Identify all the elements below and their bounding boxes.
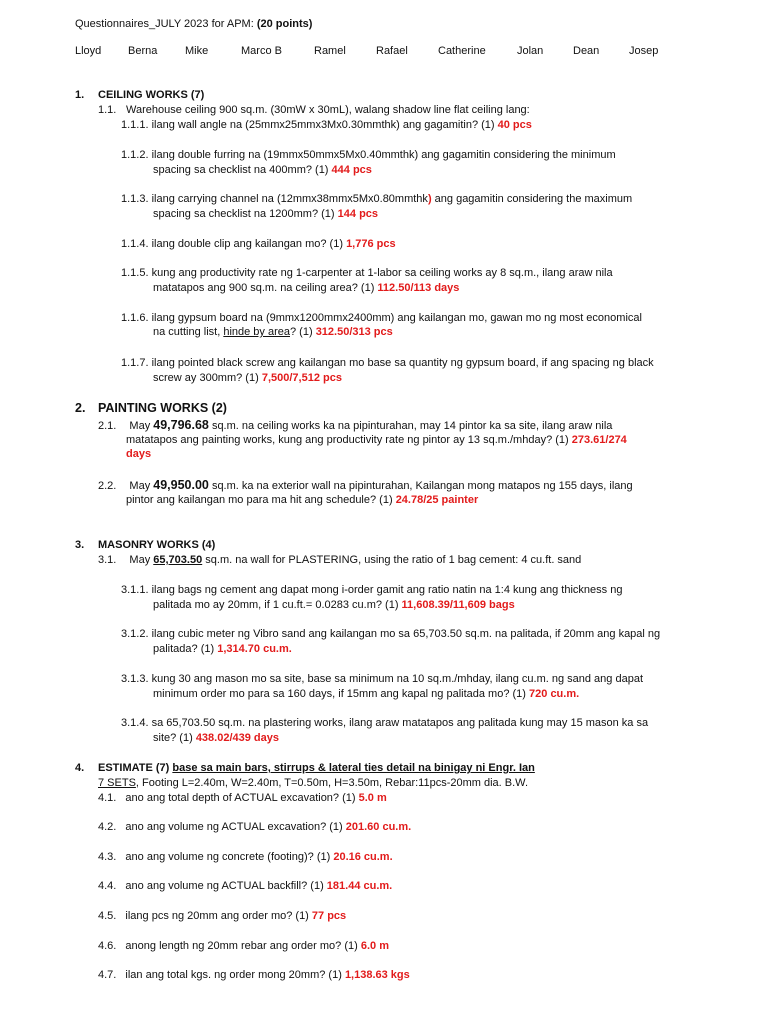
q-text: ano ang total depth of ACTUAL excavation? (1) — [125, 792, 356, 804]
question-1-1-6-cont — [153, 325, 393, 339]
q-text: palitada? (1) — [153, 643, 215, 655]
question-3-1-2 — [121, 627, 660, 641]
name-rafael: Rafael — [376, 45, 408, 57]
q-text: palitada mo ay 20mm, if 1 cu.ft.= 0.0283 cu.m? (1) — [153, 599, 399, 611]
question-1-1-3-cont — [153, 207, 378, 221]
q-text: spacing sa checklist na 1200mm? (1) — [153, 208, 335, 220]
answer: 181.44 cu.m. — [326, 880, 393, 892]
answer: 1,776 pcs — [346, 238, 396, 250]
section-title-text: ESTIMATE (7) — [98, 762, 170, 774]
question-1-1-6 — [121, 311, 642, 325]
answer: 720 cu.m. — [529, 688, 580, 700]
q-number: 2.1. — [98, 420, 117, 432]
q-text: spacing sa checklist na 400mm? (1) — [153, 164, 329, 176]
question-3-1-3 — [121, 672, 643, 686]
q-number: 3.1.3. — [121, 673, 149, 685]
q-value: 49,796.68 — [153, 418, 209, 432]
question-1-1-2-cont — [153, 163, 372, 177]
sets-count: 7 SETS — [98, 777, 136, 789]
section-3-intro — [98, 553, 581, 567]
q-number: 3.1. — [98, 554, 117, 566]
question-1-1-7-cont — [153, 371, 342, 385]
q-text: sa 65,703.50 sq.m. na plastering works, ilang araw matatapos ang palitada kung may 15 mason ka sa — [151, 717, 649, 729]
q-number: 4.5. — [98, 910, 117, 922]
question-1-1-4 — [121, 237, 396, 251]
answer: 1,314.70 cu.m. — [217, 643, 292, 655]
name-catherine: Catherine — [438, 45, 486, 57]
question-1-1-2 — [121, 148, 616, 162]
q-number: 2.2. — [98, 480, 117, 492]
q-number: 4.2. — [98, 821, 117, 833]
q-text: site? (1) — [153, 732, 193, 744]
q-text-underlined: hinde by area — [223, 326, 290, 338]
q-text: ilang gypsum board na (9mmx1200mmx2400mm) ang kailangan mo, gawan mo ng most economical — [151, 312, 642, 324]
q-number: 4.6. — [98, 940, 117, 952]
question-4-3 — [98, 850, 393, 864]
answer: 20.16 cu.m. — [333, 851, 393, 863]
answer: 6.0 m — [360, 940, 389, 952]
q-text: ilang double clip ang kailangan mo? (1) — [151, 238, 343, 250]
section-4-number: 4. — [75, 762, 85, 774]
q-number: 1.1.4. — [121, 238, 149, 250]
q-number: 3.1.1. — [121, 584, 149, 596]
q-text: ano ang volume ng ACTUAL backfill? (1) — [125, 880, 324, 892]
answer: 444 pcs — [331, 164, 372, 176]
q-text: ilang wall angle na (25mmx25mmx3Mx0.30mmthk) ang gagamitin? (1) — [151, 119, 495, 131]
question-1-1-5-cont — [153, 281, 459, 295]
q-number: 4.3. — [98, 851, 117, 863]
q-text: pintor ang kailangan mo para ma hit ang schedule? (1) — [126, 494, 393, 506]
question-1-1-5 — [121, 266, 613, 280]
q-number: 4.7. — [98, 969, 117, 981]
question-3-1-3-cont — [153, 687, 579, 701]
title-points: (20 points) — [256, 18, 313, 30]
q-text: May — [129, 420, 151, 432]
title-text: Questionnaires_JULY 2023 for APM: — [75, 18, 254, 30]
question-3-1-4 — [121, 716, 648, 730]
q-text: ilan ang total kgs. ng order mong 20mm? (1) — [125, 969, 342, 981]
name-dean: Dean — [573, 45, 600, 57]
q-number: 1.1.6. — [121, 312, 149, 324]
q-text: ? (1) — [290, 326, 313, 338]
q-number: 1.1.3. — [121, 193, 149, 205]
q-number: 3.1.2. — [121, 628, 149, 640]
q-value: 65,703.50 — [153, 554, 203, 566]
question-3-1-2-cont — [153, 642, 292, 656]
q-text: screw ay 300mm? (1) — [153, 372, 259, 384]
section-4-title — [98, 761, 535, 775]
q-text: ang gagamitin considering the maximum — [431, 193, 633, 205]
q-text: ilang bags ng cement ang dapat mong i-order gamit ang ratio natin na 1:4 kung ang thickness ng — [151, 584, 623, 596]
q-text: kung 30 ang mason mo sa site, base sa minimum na 10 sq.m./mhday, ilang cu.m. ng sand ang dapat — [151, 673, 643, 685]
q-text: May — [129, 554, 151, 566]
section-4-spec — [98, 776, 528, 790]
q-text: ano ang volume ng concrete (footing)? (1) — [125, 851, 331, 863]
q-text: ano ang volume ng ACTUAL excavation? (1) — [125, 821, 343, 833]
answer: 312.50/313 pcs — [315, 326, 393, 338]
q-text: ilang cubic meter ng Vibro sand ang kailangan mo sa 65,703.50 sq.m. na palitada, if 20mm ang kapal ng — [151, 628, 661, 640]
answer: 77 pcs — [311, 910, 347, 922]
q-value: 49,950.00 — [153, 478, 209, 492]
answer: 438.02/439 days — [195, 732, 279, 744]
q-number: 1.1.1. — [121, 119, 149, 131]
q-number: 1.1.2. — [121, 149, 149, 161]
question-3-1-1 — [121, 583, 622, 597]
spec-text: , Footing L=2.40m, W=2.40m, T=0.50m, H=3.50m, Rebar:11pcs-20mm dia. B.W. — [135, 777, 529, 789]
question-2-2-cont — [126, 493, 478, 507]
question-1-1-1 — [121, 118, 532, 132]
question-4-4 — [98, 879, 392, 893]
question-1-1-3 — [121, 192, 632, 206]
q-number: 3.1.4. — [121, 717, 149, 729]
section-title-underlined: base sa main bars, stirrups & lateral ties detail na binigay ni Engr. Ian — [172, 762, 535, 774]
section-3-number: 3. — [75, 539, 85, 551]
q-text: ilang double furring na (19mmx50mmx5Mx0.40mmthk) ang gagamitin considering the minimum — [151, 149, 616, 161]
q-text: sq.m. ka na exterior wall na pipinturahan, Kailangan mong matapos ng 155 days, ilang — [211, 480, 633, 492]
section-2-title: PAINTING WORKS (2) — [98, 401, 227, 415]
q-text: minimum order mo para sa 160 days, if 15mm ang kapal ng palitada mo? (1) — [153, 688, 526, 700]
section-1-title: CEILING WORKS (7) — [98, 89, 205, 101]
question-4-5 — [98, 909, 346, 923]
answer: 5.0 m — [358, 792, 387, 804]
red-paren: ) — [427, 193, 432, 205]
answer: 112.50/113 days — [377, 282, 460, 294]
question-2-1-cont — [126, 433, 627, 447]
question-4-2 — [98, 820, 411, 834]
q-text: matatapos ang 900 sq.m. na ceiling area? (1) — [153, 282, 375, 294]
answer: 40 pcs — [497, 119, 532, 131]
name-jolan: Jolan — [517, 45, 544, 57]
section-1-intro-number: 1.1. — [98, 104, 117, 116]
name-ramel: Ramel — [314, 45, 346, 57]
answer: 144 pcs — [337, 208, 379, 220]
q-text: matatapos ang painting works, kung ang productivity rate ng pintor ay 13 sq.m./mhday? (1) — [126, 434, 569, 446]
q-number: 1.1.7. — [121, 357, 149, 369]
q-number: 4.4. — [98, 880, 117, 892]
answer: 1,138.63 kgs — [344, 969, 410, 981]
q-text: sq.m. na ceiling works ka na pipinturahan, may 14 pintor ka sa site, ilang araw nila — [211, 420, 613, 432]
q-text: May — [129, 480, 151, 492]
answer: 7,500/7,512 pcs — [261, 372, 342, 384]
question-3-1-1-cont — [153, 598, 515, 612]
question-2-2 — [98, 478, 633, 493]
q-text: kung ang productivity rate ng 1-carpenter at 1-labor sa ceiling works ay 8 sq.m., ilang araw nila — [151, 267, 613, 279]
section-1-number: 1. — [75, 89, 85, 101]
question-4-7 — [98, 968, 410, 982]
q-text: sq.m. na wall for PLASTERING, using the ratio of 1 bag cement: 4 cu.ft. sand — [205, 554, 582, 566]
document-title — [75, 17, 312, 31]
answer: 273.61/274 — [571, 434, 627, 446]
name-marco-b: Marco B — [241, 45, 282, 57]
name-mike: Mike — [185, 45, 209, 57]
section-3-title: MASONRY WORKS (4) — [98, 539, 216, 551]
answer: 24.78/25 painter — [395, 494, 479, 506]
answer: 201.60 cu.m. — [345, 821, 412, 833]
q-number: 1.1.5. — [121, 267, 149, 279]
question-1-1-7 — [121, 356, 654, 370]
name-berna: Berna — [128, 45, 158, 57]
question-4-6 — [98, 939, 389, 953]
question-2-1 — [98, 418, 612, 433]
answer-2-1-cont: days — [126, 448, 152, 460]
name-josep: Josep — [629, 45, 659, 57]
question-4-1 — [98, 791, 387, 805]
q-text: ilang pointed black screw ang kailangan mo base sa quantity ng gypsum board, if ang spacing ng black — [151, 357, 654, 369]
section-2-number: 2. — [75, 401, 86, 415]
question-3-1-4-cont — [153, 731, 279, 745]
answer: 11,608.39/11,609 bags — [401, 599, 515, 611]
name-lloyd: Lloyd — [75, 45, 102, 57]
q-text: anong length ng 20mm rebar ang order mo? (1) — [125, 940, 358, 952]
q-text: na cutting list, — [153, 326, 224, 338]
q-text: ilang carrying channel na (12mmx38mmx5Mx0.80mmthk — [151, 193, 428, 205]
q-number: 4.1. — [98, 792, 117, 804]
section-1-intro: Warehouse ceiling 900 sq.m. (30mW x 30mL), walang shadow line flat ceiling lang: — [126, 104, 530, 116]
q-text: ilang pcs ng 20mm ang order mo? (1) — [125, 910, 309, 922]
